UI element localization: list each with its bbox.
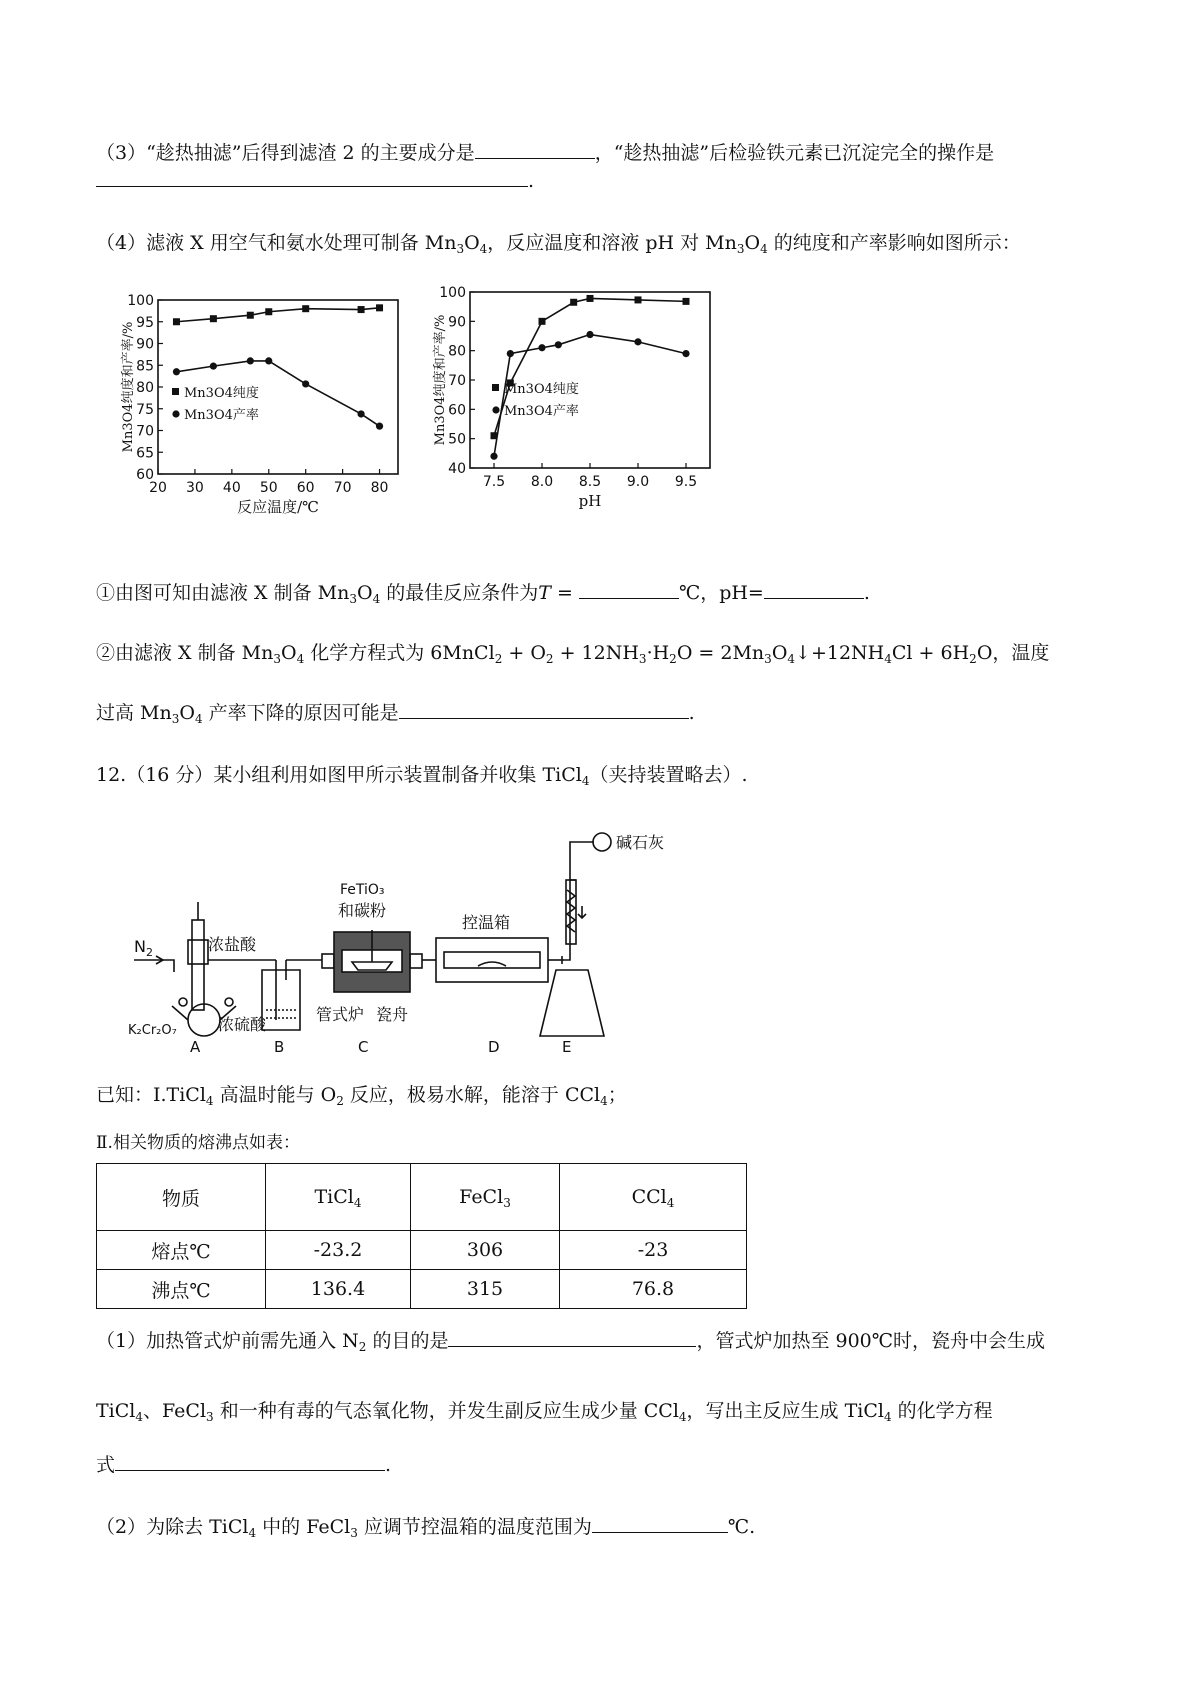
x-tick-label: 30 — [186, 480, 204, 496]
y-tick-label: 60 — [448, 402, 466, 419]
sub: 4 — [205, 1094, 214, 1108]
q3-middle: ，“趁热抽滤”后检验铁元素已沉淀完全的操作是 — [594, 142, 995, 164]
q4-line: （4）滤液 X 用空气和氨水处理可制备 $Mn_3O_4$，反应温度和溶液 pH 对 $Mn_3O_4$ 的纯度和产率影响如图所示： — [96, 232, 1021, 256]
legend-marker-yield — [492, 406, 499, 413]
p2-mid2: 应调节控温箱的温度范围为 — [357, 1516, 592, 1538]
legend-marker-purity — [492, 384, 499, 391]
data-point-yield — [490, 453, 497, 460]
chart-temperature — [120, 292, 410, 544]
q4-2b-prefix: 过高 Mn — [96, 702, 172, 724]
sub: 3 — [638, 652, 647, 666]
x-tick-label: 60 — [296, 480, 315, 496]
eq-part: O = 2Mn — [676, 642, 765, 664]
q3-answer-blank-1[interactable] — [475, 140, 595, 159]
sub: 4 — [296, 652, 305, 666]
label-a: A — [190, 1038, 201, 1056]
data-point-purity — [358, 306, 365, 313]
temp-box-d — [436, 938, 564, 982]
q4-2-line: ②由滤液 X 制备 $Mn_3O_4$ 化学方程式为 6MnCl$_2$ + $O_2 + 12NH_3\cdot H_2O$ = $2Mn_3O_4↓+12NH_4Cl + 6H_2O$，温度 — [96, 642, 1050, 666]
known2-line: Ⅱ.相关物质的熔沸点如表： — [96, 1133, 300, 1153]
equation-blank[interactable] — [115, 1452, 385, 1471]
x-tick-label: 50 — [259, 480, 278, 496]
q3-line2 — [96, 168, 534, 194]
data-point-purity — [376, 304, 383, 311]
p1-line — [96, 1328, 1045, 1354]
sub: 4 — [581, 774, 590, 788]
table-row — [97, 1270, 747, 1309]
p1b-e: 的化学方程 — [891, 1400, 993, 1422]
data-point-yield — [507, 350, 514, 357]
known1-mid2: 反应，极易水解，能溶于 CCl — [343, 1084, 601, 1106]
data-point-yield — [247, 357, 254, 364]
legend-label: Mn3O4纯度 — [184, 386, 259, 401]
table-row — [97, 1231, 747, 1270]
p1-suffix: ，管式炉加热至 900℃时，瓷舟中会生成 — [696, 1330, 1046, 1352]
sub: 3 — [349, 592, 357, 606]
data-point-yield — [302, 380, 309, 387]
temp-box-label: 控温箱 — [462, 913, 511, 932]
p1-prefix: （1）加热管式炉前需先通入 N — [96, 1330, 359, 1352]
table-header-cell: FeCl$_3$ — [411, 1164, 560, 1231]
q4-2b-end: . — [688, 702, 695, 724]
k2cr2o7-label: K₂Cr₂O₇ — [128, 1023, 177, 1038]
legend-marker-purity — [172, 388, 179, 395]
q4-1-end: . — [863, 582, 870, 604]
data-point-yield — [265, 357, 272, 364]
sub: 4 — [194, 712, 203, 726]
y-tick-label: 100 — [439, 285, 466, 301]
eq-part: ↓+12NH — [795, 642, 885, 664]
sub: 3 — [171, 712, 180, 726]
n2-label: $N_2$ — [134, 937, 153, 959]
p1b-line — [96, 1398, 993, 1424]
y-tick-label: 60 — [136, 467, 154, 483]
y-tick-label: 70 — [448, 373, 466, 389]
reason-blank[interactable] — [399, 700, 689, 719]
p1c-end: . — [385, 1454, 392, 1476]
sub: 4 — [600, 1094, 608, 1108]
data-point-purity — [173, 318, 180, 325]
table-cell: 熔点℃ — [97, 1231, 266, 1270]
sub: 4 — [248, 1526, 257, 1540]
conc-h2so4-label: 浓硫酸 — [218, 1015, 267, 1034]
sub: 4 — [883, 1410, 892, 1424]
carbon-label: 和碳粉 — [338, 901, 387, 920]
q3-end: . — [528, 170, 535, 192]
table-header-cell: CCl$_4$ — [560, 1164, 747, 1231]
q4-1-prefix: ①由图可知由滤液 X 制备 Mn — [96, 582, 350, 604]
y-tick-label: 90 — [136, 336, 154, 353]
eq-part: + 12NH — [553, 642, 639, 664]
p2-line — [96, 1514, 755, 1540]
known1-mid: 高温时能与 O — [213, 1084, 337, 1106]
label-b: B — [274, 1038, 285, 1056]
data-point-yield — [538, 344, 545, 351]
sub: 3 — [350, 1526, 358, 1540]
data-point-yield — [210, 363, 217, 370]
table-header-row — [97, 1164, 747, 1231]
q3-answer-blank-2[interactable] — [96, 168, 528, 187]
sub: 4 — [787, 652, 796, 666]
table-cell: 315 — [411, 1270, 560, 1309]
x-tick-label: 40 — [222, 480, 241, 496]
data-point-yield — [357, 410, 364, 417]
q4-suffix: 的纯度和产率影响如图所示： — [767, 232, 1021, 254]
sub: 3 — [273, 652, 281, 666]
sub: 2 — [494, 652, 503, 666]
sub: 2 — [358, 1340, 367, 1354]
x-tick-label: 20 — [149, 480, 167, 496]
collector-e — [540, 833, 611, 1036]
data-point-purity — [247, 312, 254, 319]
q4-1-line: ①由图可知由滤液 X 制备 $Mn_3O_4$ 的最佳反应条件为T = ℃，pH= . — [96, 582, 870, 606]
label-c: C — [358, 1038, 369, 1056]
sub: 4 — [479, 242, 488, 256]
q12-suffix: （夹持装置略去）. — [589, 764, 748, 786]
known1-line — [96, 1082, 627, 1108]
data-point-purity — [683, 298, 690, 305]
data-point-purity — [587, 295, 594, 302]
q12-prefix: 12.（16 分）某小组利用如图甲所示装置制备并收集 TiCl — [96, 764, 582, 786]
sub: 3 — [456, 242, 465, 256]
temperature-blank[interactable] — [579, 580, 679, 599]
apparatus-diagram — [126, 820, 726, 1056]
sub: 2 — [545, 652, 554, 666]
data-point-yield — [173, 368, 180, 375]
p2-end: ℃. — [727, 1516, 756, 1538]
known1-prefix: 已知：Ⅰ.TiCl — [96, 1084, 206, 1106]
n2-stopcock-icon — [162, 960, 174, 972]
sub: 2 — [336, 1094, 344, 1108]
conc-hcl-label: 浓盐酸 — [208, 935, 257, 954]
data-point-yield — [376, 423, 383, 430]
ph-blank[interactable] — [764, 580, 864, 599]
y-tick-label: 50 — [448, 431, 466, 448]
table-cell: 306 — [411, 1231, 560, 1270]
data-point-purity — [570, 299, 577, 306]
sub: 4 — [372, 592, 381, 606]
q4-1-mid: 的最佳反应条件为 — [380, 582, 539, 604]
known1-end: ； — [607, 1084, 627, 1106]
eq-part: ·H — [646, 642, 670, 664]
x-tick-label: 9.0 — [626, 474, 650, 490]
legend-marker-yield — [172, 410, 179, 417]
p1c-line — [96, 1452, 391, 1478]
data-point-yield — [555, 341, 562, 348]
x-axis-label: 反应温度/℃ — [237, 498, 319, 516]
q3-line1 — [96, 140, 994, 166]
label-d: D — [488, 1038, 500, 1056]
x-tick-label: 9.5 — [674, 474, 698, 490]
tube-furnace-c — [322, 930, 436, 992]
y-tick-label: 85 — [136, 358, 154, 375]
table-cell: -23.2 — [266, 1231, 411, 1270]
equals: = — [550, 582, 579, 604]
q12-line — [96, 762, 748, 788]
eq-part: + O — [502, 642, 546, 664]
data-point-yield — [634, 338, 641, 345]
p1b-a: TiCl — [96, 1400, 136, 1422]
eq-part: Cl + 6H — [891, 642, 970, 664]
x-axis-label: pH — [578, 492, 602, 510]
sub: 2 — [969, 652, 977, 666]
boat-label: 瓷舟 — [376, 1005, 409, 1024]
q4-prefix: （4）滤液 X 用空气和氨水处理可制备 Mn — [96, 232, 457, 254]
y-tick-label: 40 — [448, 461, 466, 477]
y-tick-label: 100 — [127, 293, 154, 309]
q3-prefix: （3）“趁热抽滤”后得到滤渣 2 的主要成分是 — [96, 142, 475, 164]
data-point-yield — [586, 331, 593, 338]
p1b-b: 、FeCl — [143, 1400, 207, 1422]
data-point-purity — [302, 305, 309, 312]
legend-label: Mn3O4纯度 — [504, 382, 579, 397]
y-tick-label: 70 — [136, 423, 154, 440]
y-tick-label: 75 — [136, 401, 154, 418]
y-tick-label: 95 — [136, 314, 154, 331]
table-cell: -23 — [560, 1231, 747, 1270]
q4-2-prefix: ②由滤液 X 制备 Mn — [96, 642, 274, 664]
data-point-purity — [539, 318, 546, 325]
p1b-c: 和一种有毒的气态氧化物，并发生副反应生成少量 CCl — [213, 1400, 679, 1422]
y-axis-label: Mn3O4纯度和产率/% — [433, 314, 448, 446]
sub: 4 — [135, 1410, 144, 1424]
data-point-purity — [635, 296, 642, 303]
p1b-d: ，写出主反应生成 TiCl — [686, 1400, 884, 1422]
t-symbol: T — [538, 582, 551, 604]
data-point-purity — [265, 308, 272, 315]
data-point-yield — [682, 350, 689, 357]
eq-part: O，温度 — [976, 642, 1050, 664]
x-tick-label: 80 — [370, 480, 389, 496]
q4-2-mid: 化学方程式为 6MnCl — [304, 642, 495, 664]
y-axis-label: Mn3O4纯度和产率/% — [121, 321, 136, 453]
legend-label: Mn3O4产率 — [504, 404, 579, 419]
y-tick-label: 80 — [448, 343, 466, 360]
x-tick-label: 70 — [333, 480, 352, 496]
y-tick-label: 90 — [448, 314, 466, 331]
q4-2b-suffix: 产率下降的原因可能是 — [202, 702, 399, 724]
tube-furnace-label: 管式炉 — [316, 1005, 365, 1024]
data-point-purity — [210, 315, 217, 322]
series-line-purity — [176, 308, 379, 322]
legend-label: Mn3O4产率 — [184, 408, 259, 423]
sub: 3 — [206, 1410, 214, 1424]
table-header-cell: 物质 — [97, 1164, 266, 1231]
table-cell: 76.8 — [560, 1270, 747, 1309]
soda-lime-label: 碱石灰 — [616, 833, 665, 852]
sub: 3 — [764, 652, 772, 666]
table-header-cell: TiCl$_4$ — [266, 1164, 411, 1231]
fetio3-label: FeTiO₃ — [340, 882, 385, 898]
chart-ph — [433, 284, 726, 554]
melting-boiling-table — [96, 1163, 747, 1309]
unit-ph: ℃，pH= — [678, 582, 764, 604]
sub: 4 — [884, 652, 892, 666]
label-e: E — [562, 1038, 572, 1056]
q4-2b-line: 过高 $Mn_3O_4$ 产率下降的原因可能是 . — [96, 702, 695, 726]
q4-mid: ，反应温度和溶液 pH 对 Mn — [487, 232, 737, 254]
p2-prefix: （2）为除去 TiCl — [96, 1516, 249, 1538]
x-tick-label: 8.0 — [530, 474, 554, 490]
sub: 3 — [736, 242, 745, 256]
sub: 2 — [669, 652, 677, 666]
p1-mid: 的目的是 — [366, 1330, 449, 1352]
x-tick-label: 7.5 — [482, 474, 506, 490]
x-tick-label: 8.5 — [578, 474, 602, 490]
p2-mid: 中的 FeCl — [256, 1516, 351, 1538]
p1c-prefix: 式 — [96, 1454, 116, 1476]
sub: 4 — [678, 1410, 687, 1424]
sub: 4 — [760, 242, 768, 256]
temp-range-blank[interactable] — [592, 1514, 728, 1533]
y-tick-label: 65 — [136, 445, 154, 462]
table-cell: 沸点℃ — [97, 1270, 266, 1309]
table-cell: 136.4 — [266, 1270, 411, 1309]
n2-purpose-blank[interactable] — [448, 1328, 696, 1347]
y-tick-label: 80 — [136, 380, 154, 396]
